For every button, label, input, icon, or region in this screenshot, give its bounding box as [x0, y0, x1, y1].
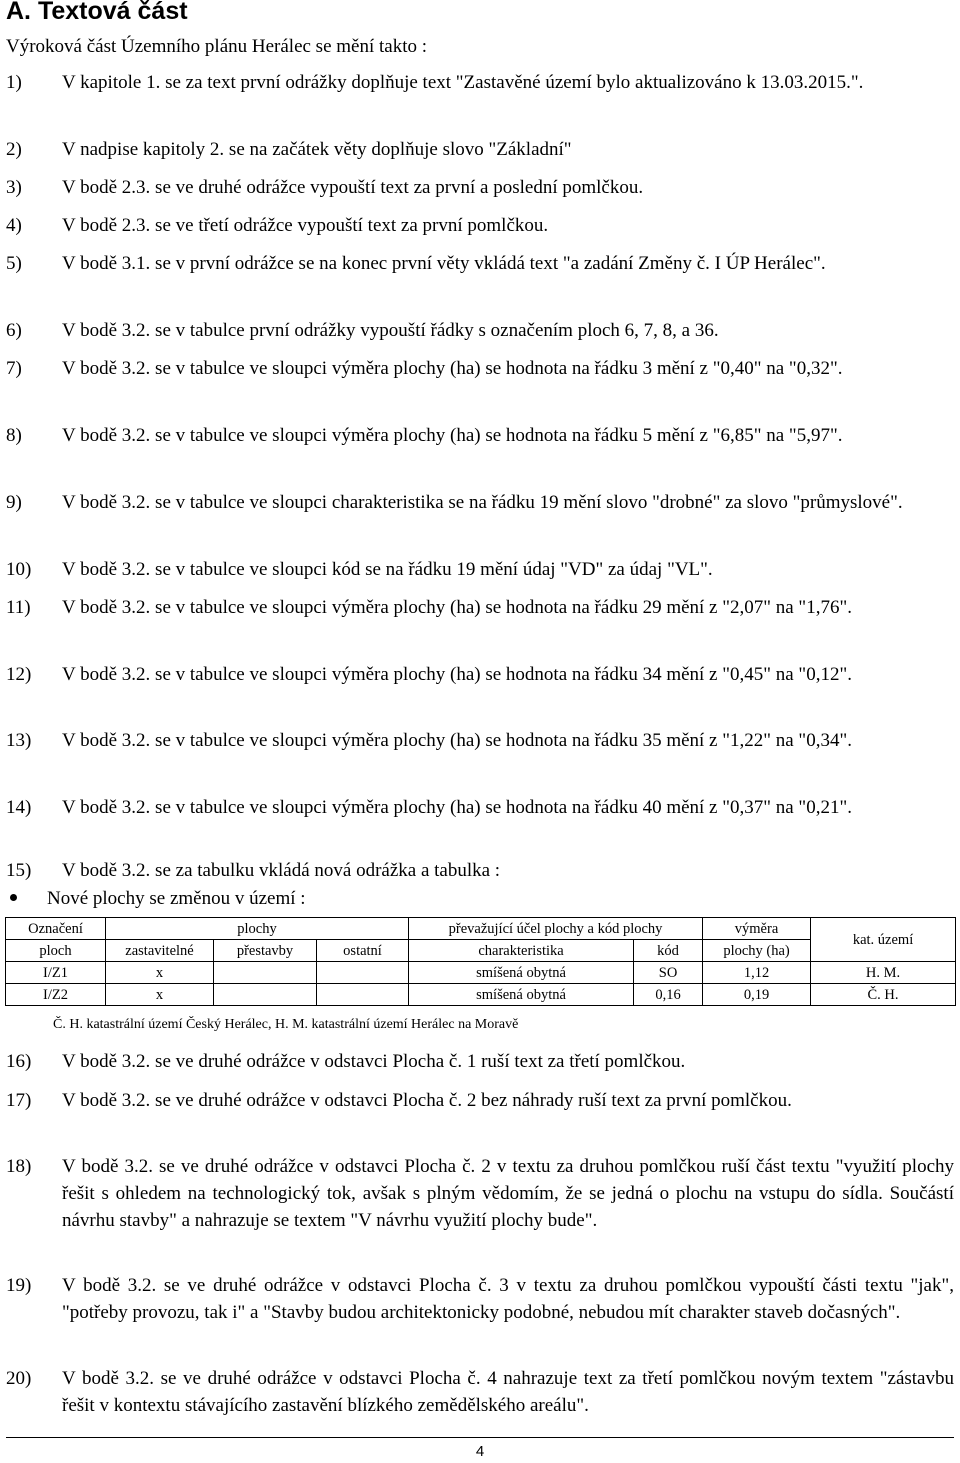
list-item	[6, 136, 954, 163]
header-vymera-ha: plochy (ha)	[703, 940, 811, 962]
item-number: 15)	[6, 860, 32, 881]
cell-zastavitelne: x	[106, 984, 214, 1006]
page-number: 4	[475, 1443, 485, 1460]
item-text: V bodě 3.2. se za tabulku vkládá nová odrážka a tabulka :	[62, 860, 501, 881]
list-item	[6, 212, 954, 239]
cell-vymera: 0,19	[703, 984, 811, 1006]
item-number: 2)	[6, 139, 22, 160]
cell-zastavitelne: x	[106, 962, 214, 984]
header-plochy: plochy	[106, 918, 409, 940]
bullet-icon	[10, 894, 17, 901]
table-row	[6, 984, 956, 1006]
item-text: V bodě 2.3. se ve druhé odrážce vypouští text za první a poslední pomlčkou.	[62, 177, 644, 198]
item-number: 13)	[6, 730, 32, 751]
intro-text: Výroková část Územního plánu Herálec se mění takto :	[6, 36, 428, 57]
table-note: Č. H. katastrální území Český Herálec, H. M. katastrální území Herálec na Moravě	[53, 1017, 519, 1032]
item-number: 4)	[6, 215, 22, 236]
item-text: V bodě 3.2. se v tabulce ve sloupci výměra plochy (ha) se hodnota na řádku 35 mění z "1,22" na "0,34".	[62, 730, 852, 751]
list-item	[6, 727, 954, 754]
list-item	[6, 556, 954, 583]
item-text: V bodě 3.2. se v tabulce ve sloupci výměra plochy (ha) se hodnota na řádku 34 mění z "0,45" na "0,12".	[62, 664, 852, 685]
list-item	[6, 1153, 954, 1234]
list-item	[6, 317, 954, 344]
header-kod: kód	[634, 940, 703, 962]
item-text: V bodě 3.2. se v tabulce ve sloupci výměra plochy (ha) se hodnota na řádku 29 mění z "2,07" na "1,76".	[62, 597, 852, 618]
item-number: 3)	[6, 177, 22, 198]
item-number: 18)	[6, 1156, 32, 1177]
cell-kod: SO	[634, 962, 703, 984]
cell-kat-uzemi: H. M.	[811, 962, 956, 984]
item-text: V bodě 3.2. se ve druhé odrážce v odstavci Plocha č. 1 ruší text za třetí pomlčkou.	[62, 1051, 686, 1072]
list-item	[6, 489, 954, 516]
list-item	[6, 857, 954, 884]
item-number: 10)	[6, 559, 32, 580]
cell-vymera: 1,12	[703, 962, 811, 984]
list-item	[6, 422, 954, 449]
cell-kod: 0,16	[634, 984, 703, 1006]
cell-charakteristika: smíšená obytná	[409, 984, 634, 1006]
item-text: V bodě 3.2. se v tabulce ve sloupci výměra plochy (ha) se hodnota na řádku 3 mění z "0,40" na "0,32".	[62, 358, 843, 379]
item-number: 1)	[6, 72, 22, 93]
header-vymera: výměra	[703, 918, 811, 940]
bullet-item	[10, 885, 306, 912]
header-prevazujici-ucel: převažující účel plochy a kód plochy	[409, 918, 703, 940]
item-text: V kapitole 1. se za text první odrážky doplňuje text "Zastavěné území bylo aktualizováno k 13.03.2015.".	[62, 72, 864, 93]
header-ploch: ploch	[6, 940, 106, 962]
cell-ostatni	[317, 984, 409, 1006]
list-item	[6, 794, 954, 821]
header-ostatni: ostatní	[317, 940, 409, 962]
cell-oznaceni: I/Z2	[6, 984, 106, 1006]
item-number: 7)	[6, 358, 22, 379]
section-heading: A. Textová část	[6, 0, 188, 25]
item-number: 11)	[6, 597, 31, 618]
table-row	[6, 962, 956, 984]
item-number: 20)	[6, 1368, 32, 1389]
item-text: V bodě 3.2. se v tabulce ve sloupci výměra plochy (ha) se hodnota na řádku 5 mění z "6,85" na "5,97".	[62, 425, 843, 446]
item-number: 5)	[6, 253, 22, 274]
list-item	[6, 174, 954, 201]
item-text: V bodě 3.2. se ve druhé odrážce v odstavci Plocha č. 3 v textu za druhou pomlčkou vypouští části textu "jak", "potřeby provozu, tak i" a "Stavby budou architektonicky podobné, nebudou mít charakter staveb dočasných".	[62, 1275, 954, 1323]
cell-kat-uzemi: Č. H.	[811, 984, 956, 1006]
item-text: V bodě 3.2. se ve druhé odrážce v odstavci Plocha č. 2 v textu za druhou pomlčkou ruší část textu "využití plochy řešit s ohledem na technologický tok, avšak s plným vědomím, že se jedná o plochu na vstupu do sídla. Součástí návrhu stavby" a nahrazuje se textem "V návrhu využití plochy bude".	[62, 1156, 954, 1231]
header-zastavitelne: zastavitelné	[106, 940, 214, 962]
item-text: V bodě 3.2. se v tabulce ve sloupci výměra plochy (ha) se hodnota na řádku 40 mění z "0,37" na "0,21".	[62, 797, 852, 818]
footer-divider	[6, 1437, 954, 1438]
cell-charakteristika: smíšená obytná	[409, 962, 634, 984]
list-item	[6, 69, 954, 96]
list-item	[6, 1048, 954, 1075]
item-number: 14)	[6, 797, 32, 818]
item-text: V bodě 3.2. se v tabulce ve sloupci charakteristika se na řádku 19 mění slovo "drobné" za slovo "průmyslové".	[62, 492, 903, 513]
header-kat-uzemi: kat. území	[811, 918, 956, 962]
list-item	[6, 1365, 954, 1419]
cell-prestavby	[214, 984, 317, 1006]
header-charakteristika: charakteristika	[409, 940, 634, 962]
item-number: 9)	[6, 492, 22, 513]
item-text: V nadpise kapitoly 2. se na začátek věty doplňuje slovo "Základní"	[62, 139, 572, 160]
list-item	[6, 250, 954, 277]
bullet-text: Nové plochy se změnou v území :	[47, 888, 306, 909]
item-number: 16)	[6, 1051, 32, 1072]
item-number: 17)	[6, 1090, 32, 1111]
cell-ostatni	[317, 962, 409, 984]
list-item	[6, 594, 954, 621]
cell-oznaceni: I/Z1	[6, 962, 106, 984]
item-text: V bodě 3.2. se v tabulce ve sloupci kód se na řádku 19 mění údaj "VD" za údaj "VL".	[62, 559, 713, 580]
item-text: V bodě 3.2. se v tabulce první odrážky vypouští řádky s označením ploch 6, 7, 8, a 36.	[62, 320, 719, 341]
header-prestavby: přestavby	[214, 940, 317, 962]
item-text: V bodě 3.2. se ve druhé odrážce v odstavci Plocha č. 4 nahrazuje text za třetí pomlčkou novým textem "zástavbu řešit v kontextu stávajícího zastavění blízkého zemědělského areálu".	[62, 1368, 954, 1416]
item-text: V bodě 3.1. se v první odrážce se na konec první věty vkládá text "a zadání Změny č. I ÚP Herálec".	[62, 253, 826, 274]
list-item	[6, 355, 954, 382]
plochy-table	[5, 917, 956, 1006]
cell-prestavby	[214, 962, 317, 984]
item-number: 12)	[6, 664, 32, 685]
item-number: 6)	[6, 320, 22, 341]
list-item	[6, 1087, 954, 1114]
header-oznaceni: Označení	[6, 918, 106, 940]
item-text: V bodě 2.3. se ve třetí odrážce vypouští text za první pomlčkou.	[62, 215, 549, 236]
list-item	[6, 1272, 954, 1326]
item-number: 19)	[6, 1275, 32, 1296]
list-item	[6, 661, 954, 688]
item-text: V bodě 3.2. se ve druhé odrážce v odstavci Plocha č. 2 bez náhrady ruší text za první pomlčkou.	[62, 1090, 792, 1111]
item-number: 8)	[6, 425, 22, 446]
table-header-row	[6, 918, 956, 940]
